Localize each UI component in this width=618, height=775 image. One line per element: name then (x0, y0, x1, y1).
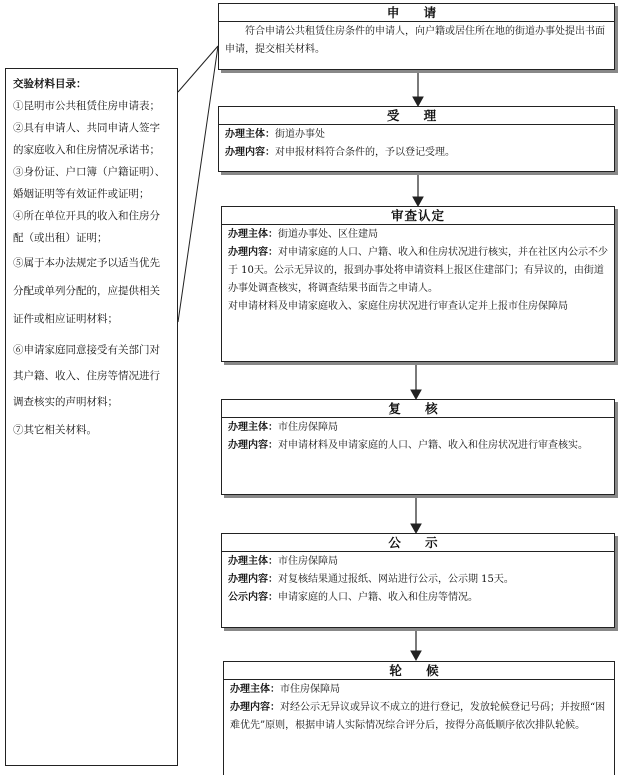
field-value: 对复核结果通过报纸、网站进行公示，公示期 15天。 (278, 574, 514, 585)
materials-list (5, 68, 178, 766)
field-value: 对申报材料符合条件的，予以登记受理。 (275, 147, 455, 158)
step-text: 符合申请公共租赁住房条件的申请人，向户籍或居住所在地的街道办事处提出书面申请，提交相关材料。 (225, 26, 605, 55)
material-item: ④所在单位开具的收入和住房分配（或出租）证明； (13, 210, 160, 244)
field-label: 办理主体： (225, 129, 275, 140)
step-wait (223, 661, 615, 775)
field-label: 办理内容： (228, 440, 278, 451)
field-value: 对申请材料及申请家庭的人口、户籍、收入和住房状况进行审查核实。 (278, 440, 588, 451)
step-review (221, 206, 615, 362)
step-title: 复 核 (222, 400, 614, 418)
field-value: 街道办事处 (275, 129, 325, 140)
field-label: 办理主体： (228, 229, 278, 240)
field-label: 办理内容： (228, 247, 278, 258)
step-title: 申 请 (219, 4, 614, 22)
material-item: ⑤属于本办法规定予以适当优先分配或单列分配的，应提供相关证件或相应证明材料； (13, 257, 160, 325)
field-label: 办理内容： (225, 147, 275, 158)
field-label: 办理内容： (228, 574, 278, 585)
field-value: 对申请家庭的人口、户籍、收入和住房状况进行核实，并在社区内公示不少于 10天。公示无异议的，报到办事处将申请资料上报区住建部门；有异议的，由街道办事处调查核实，将调查结果书面告之申请人。 (228, 247, 608, 294)
field-value: 市住房保障局 (278, 556, 338, 567)
material-item: ①昆明市公共租赁住房申请表； (13, 100, 160, 112)
materials-title: 交验材料目录： (13, 78, 87, 90)
material-item: ⑦其它相关材料。 (13, 424, 97, 436)
field-value: 市住房保障局 (278, 422, 338, 433)
field-label: 办理内容： (230, 702, 280, 713)
field-value: 市住房保障局 (280, 684, 340, 695)
field-value: 申请家庭的人口、户籍、收入和住房等情况。 (278, 592, 478, 603)
material-item: ③身份证、户口簿（户籍证明）、婚姻证明等有效证件或证明； (13, 166, 166, 200)
step-title: 受 理 (219, 107, 614, 125)
material-item: ⑥申请家庭同意接受有关部门对其户籍、收入、住房等情况进行调查核实的声明材料； (13, 344, 160, 408)
field-label: 办理主体： (228, 422, 278, 433)
review-extra: 对申请材料及申请家庭收入、家庭住房状况进行审查认定并上报市住房保障局 (228, 301, 568, 312)
field-value: 街道办事处、区住建局 (278, 229, 378, 240)
material-item: ②具有申请人、共同申请人签字的家庭收入和住房情况承诺书； (13, 122, 160, 156)
step-title: 审查认定 (222, 207, 614, 225)
field-label: 办理主体： (228, 556, 278, 567)
step-recheck (221, 399, 615, 495)
step-accept (218, 106, 615, 172)
field-value: 对经公示无异议或异议不成立的进行登记，发放轮候登记号码；并按照“困难优先”原则，根据申请人实际情况综合评分后，按得分高低顺序依次排队轮候。 (230, 702, 606, 731)
step-title: 公 示 (222, 534, 614, 552)
field-label: 办理主体： (230, 684, 280, 695)
step-title: 轮 候 (224, 662, 614, 680)
step-apply (218, 3, 615, 70)
field-label: 公示内容： (228, 592, 278, 603)
step-publicize (221, 533, 615, 628)
